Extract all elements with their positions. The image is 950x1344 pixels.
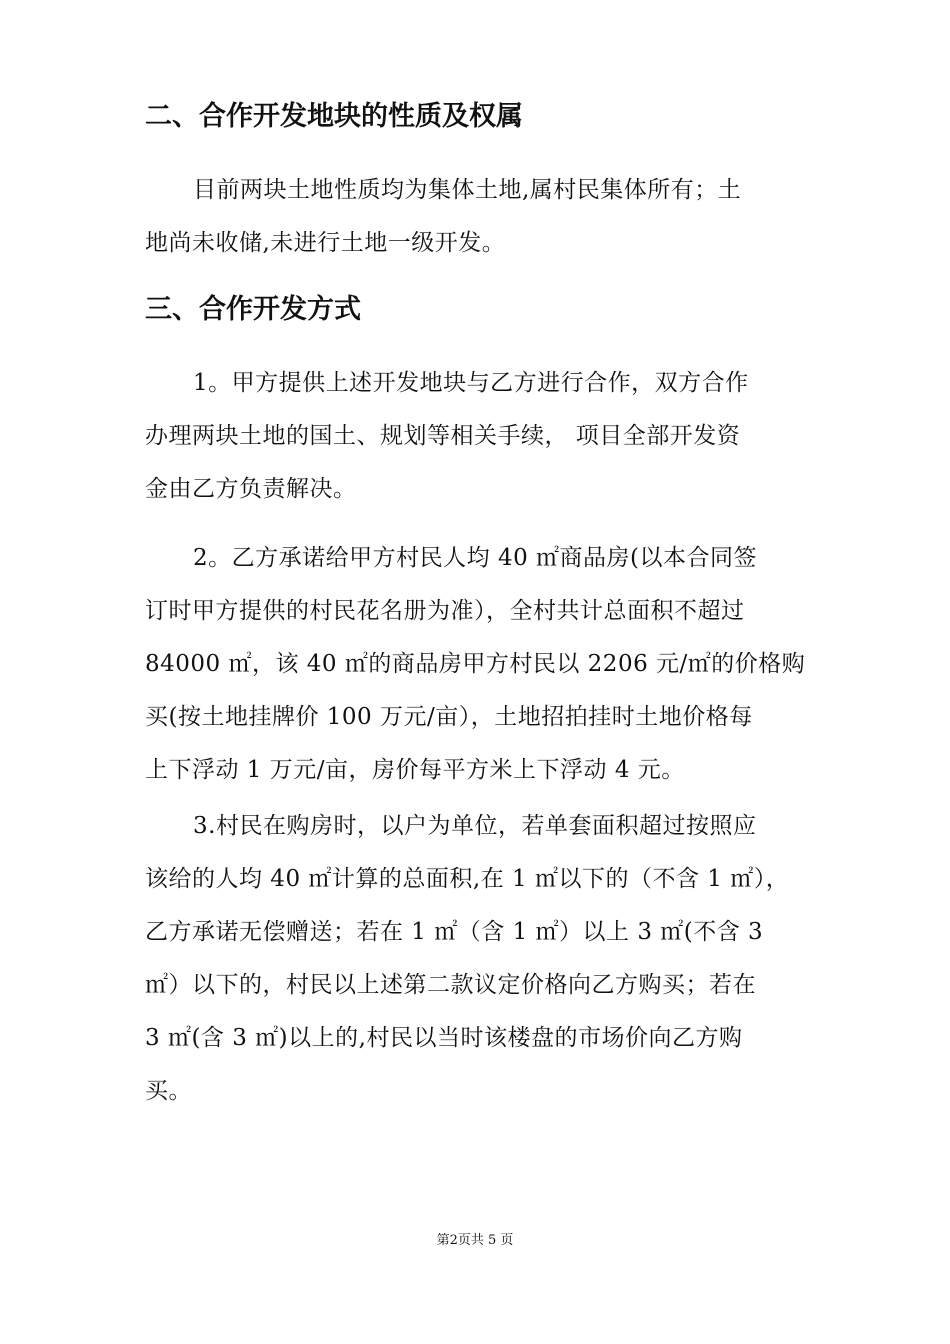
paragraph-line: 3 ㎡(含 3 ㎡)以上的,村民以当时该楼盘的市场价向乙方购 xyxy=(145,1025,743,1051)
paragraph-line: 84000 ㎡，该 40 ㎡的商品房甲方村民以 2206 元/㎡的价格购 xyxy=(145,651,806,677)
paragraph-line: 上下浮动 1 万元/亩，房价每平方米上下浮动 4 元。 xyxy=(145,757,685,783)
paragraph-line: 3.村民在购房时，以户为单位，若单套面积超过按照应 xyxy=(193,813,757,839)
section-3-paragraph-3 xyxy=(145,800,815,1118)
page-footer: 第2页共 5 页 xyxy=(436,1233,514,1248)
paragraph-line: 乙方承诺无偿赠送；若在 1 ㎡（含 1 ㎡）以上 3 ㎡(不含 3 xyxy=(145,919,764,945)
paragraph-line: 办理两块土地的国土、规划等相关手续， 项目全部开发资 xyxy=(145,423,741,449)
section-heading-3: 三、合作开发方式 xyxy=(145,294,361,325)
section-3-paragraph-1 xyxy=(145,357,815,516)
section-heading-2: 二、合作开发地块的性质及权属 xyxy=(145,101,523,132)
paragraph-line: 目前两块土地性质均为集体土地,属村民集体所有；土 xyxy=(193,177,742,203)
section-2-paragraph-1 xyxy=(145,164,815,270)
section-3-paragraph-2 xyxy=(145,532,815,797)
paragraph-line: 买。 xyxy=(145,1078,192,1104)
paragraph-line: 2。乙方承诺给甲方村民人均 40 ㎡商品房(以本合同签 xyxy=(193,545,757,571)
paragraph-line: 买(按土地挂牌价 100 万元/亩），土地招拍挂时土地价格每 xyxy=(145,704,753,730)
paragraph-line: 该给的人均 40 ㎡计算的总面积,在 1 ㎡以下的（不含 1 ㎡）， xyxy=(145,866,790,892)
paragraph-line: 地尚未收储,未进行土地一级开发。 xyxy=(145,230,506,256)
paragraph-line: 金由乙方负责解决。 xyxy=(145,476,357,502)
paragraph-line: 订时甲方提供的村民花名册为准），全村共计总面积不超过 xyxy=(145,598,745,624)
paragraph-line: 1。甲方提供上述开发地块与乙方进行合作，双方合作 xyxy=(193,370,749,396)
paragraph-line: ㎡）以下的，村民以上述第二款议定价格向乙方购买；若在 xyxy=(145,972,756,998)
